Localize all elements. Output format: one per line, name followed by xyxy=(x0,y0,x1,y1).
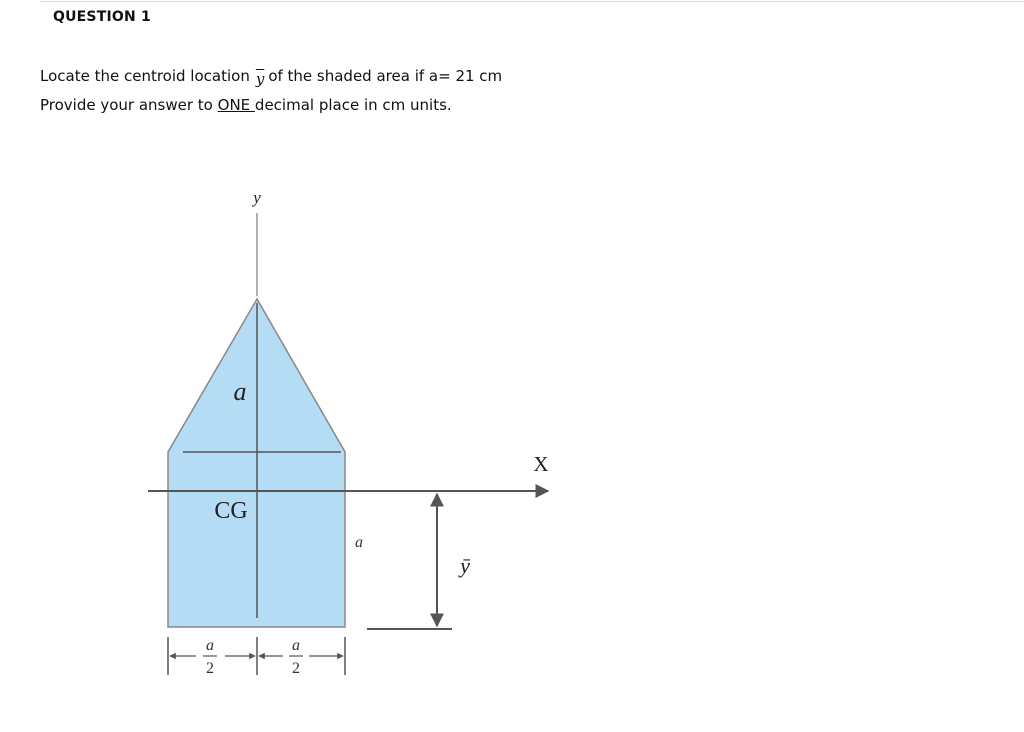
cg-label: CG xyxy=(214,498,248,524)
x-axis-label: X xyxy=(533,452,549,476)
y-axis-label: y xyxy=(253,188,261,207)
ybar-symbol: $\overline{y}$ xyxy=(255,70,265,88)
dim-right-denominator: 2 xyxy=(292,660,300,677)
question-title: QUESTION 1 xyxy=(53,9,151,25)
prompt-text-c: Provide your answer to xyxy=(40,96,213,114)
underlined-text: ONE xyxy=(217,96,255,114)
height-label: a xyxy=(355,534,363,551)
prompt-text-d: decimal place in cm units. xyxy=(254,96,452,114)
ybar-label: ȳ xyxy=(460,553,470,578)
dim-left-denominator: 2 xyxy=(206,660,214,677)
triangle-label: a xyxy=(233,377,247,406)
prompt-text-a: Locate the centroid location xyxy=(40,67,250,85)
dim-left-numerator: a xyxy=(206,637,214,654)
prompt-text-b: of the shaded area if a= 21 cm xyxy=(268,67,503,85)
dim-right-numerator: a xyxy=(292,637,300,654)
